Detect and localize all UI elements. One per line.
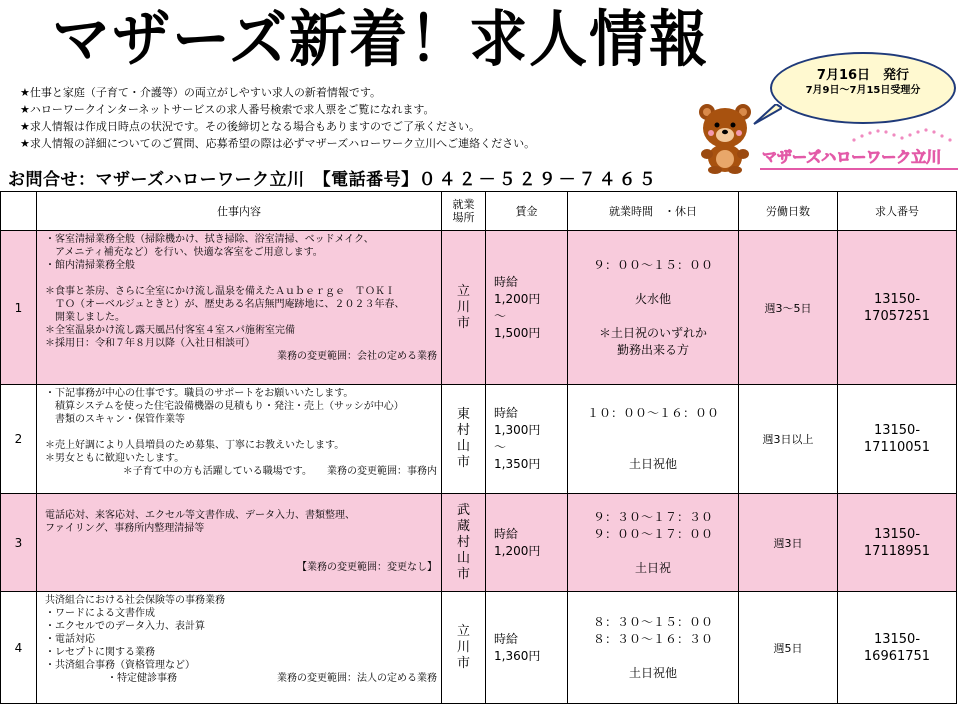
wage-line: 1,360円 <box>494 648 541 663</box>
hours-line: ８：３０～１５：００ <box>592 614 713 629</box>
intro-note: ★仕事と家庭（子育て・介護等）の両立がしやすい求人の新着情報です。 <box>20 86 381 99</box>
location-char: 市 <box>456 566 470 582</box>
description-line <box>45 272 437 285</box>
hours-line <box>568 422 738 439</box>
description-line: ＊売上好調により人員増員のため募集、丁寧にお教えいたします。 <box>45 440 345 451</box>
hours-line: 勤務出来る方 <box>616 342 689 357</box>
description-line: ・レセプトに関する業務 <box>45 647 155 658</box>
description-line <box>45 535 437 548</box>
location-char: 山 <box>456 439 470 454</box>
description-line: 開業しました。 <box>45 312 125 323</box>
wage-line: ～ <box>494 308 507 323</box>
row-number: 3 <box>1 494 37 592</box>
logo-underline <box>760 168 958 170</box>
work-hours <box>568 494 739 592</box>
hours-line <box>568 439 738 456</box>
description-line: ＊全室温泉かけ流し露天風呂付客室４室スパ施術室完備 <box>45 325 295 336</box>
header-wage: 賃金 <box>486 192 568 231</box>
header-description: 仕事内容 <box>37 192 442 231</box>
work-days: 週5日 <box>739 592 838 704</box>
table-row <box>1 385 957 494</box>
location-char: 市 <box>456 315 470 331</box>
hours-line <box>568 648 738 665</box>
hours-line: １０：００～１６：００ <box>586 406 719 420</box>
work-hours <box>568 385 739 494</box>
work-location <box>442 231 486 385</box>
job-number-line: 16961751 <box>863 648 931 664</box>
job-number-line: 17110051 <box>863 440 931 455</box>
job-number-line: 13150- <box>873 631 921 647</box>
job-number <box>838 231 957 385</box>
job-number-line: 13150- <box>873 423 921 438</box>
hours-line: ９：３０～１７：３０ <box>592 509 713 524</box>
header-job-number: 求人番号 <box>838 192 957 231</box>
job-listings-table <box>0 191 957 704</box>
description-line: 書類のスキャン・保管作業等 <box>45 414 185 425</box>
contact-label: お問合せ：マザーズハローワーク立川 【電話番号】 <box>8 170 419 190</box>
work-days: 週3日 <box>739 494 838 592</box>
location-char: 蔵 <box>456 518 470 534</box>
hours-line <box>568 543 738 560</box>
wage <box>486 231 568 385</box>
description-line: ・館内清掃業務全般 <box>45 260 135 271</box>
wage-line: 時給 <box>494 631 519 646</box>
description-line: ＴＯ（オーベルジュときと）が、歴史ある名店無門庵跡地に、２０２３年春、 <box>45 299 405 310</box>
hours-line: 土日祝 <box>634 560 671 575</box>
job-description <box>37 385 442 494</box>
description-line: ファイリング、事務所内整理清掃等 <box>45 523 205 534</box>
job-number-line: 13150- <box>873 291 921 307</box>
header-location-1: 就業 <box>452 198 475 211</box>
wage-line: 1,350円 <box>494 457 541 471</box>
wage <box>486 385 568 494</box>
work-location <box>442 494 486 592</box>
header-location-2: 場所 <box>452 211 475 224</box>
location-char: 立 <box>456 623 470 639</box>
table-row <box>1 231 957 385</box>
job-number <box>838 385 957 494</box>
description-line <box>45 426 437 439</box>
wage <box>486 494 568 592</box>
location-char: 川 <box>456 299 470 315</box>
wage-line: 時給 <box>494 274 519 289</box>
hours-line: ９：００～１５：００ <box>592 257 713 272</box>
description-line: 共済組合における社会保険等の事務業務 <box>45 595 225 606</box>
job-number-line: 13150- <box>873 526 921 542</box>
table-header-row <box>1 192 957 231</box>
header-hours: 就業時間 ・休日 <box>568 192 739 231</box>
job-number <box>838 592 957 704</box>
table-row <box>1 494 957 592</box>
scope-of-change-note: ＊子育て中の方も活躍している職場です。 業務の変更範囲：事務内 <box>122 466 437 477</box>
description-line: ＊男女ともに歓迎いたします。 <box>45 453 185 464</box>
hours-line: ８：３０～１６：３０ <box>592 631 713 646</box>
header-no <box>1 192 37 231</box>
bear-mascot-icon <box>695 102 755 174</box>
description-line: ・下記事務が中心の仕事です。職員のサポートをお願いいたします。 <box>45 388 354 399</box>
wage-line: 1,200円 <box>494 291 541 306</box>
work-hours <box>568 592 739 704</box>
work-days: 週3日以上 <box>739 385 838 494</box>
page-title: マザーズ新着！求人情報 <box>52 3 710 75</box>
phone-number[interactable]: ０４２－５２９－７４６５ <box>418 170 659 190</box>
hours-line: ＊土日祝のいずれか <box>598 325 707 340</box>
intro-notes <box>20 84 535 152</box>
wage <box>486 592 568 704</box>
description-line: ＊食事と茶房、さらに全室にかけ流し温泉を備えたＡｕｂｅｒｇｅ ＴＯＫＩ <box>45 286 395 297</box>
description-line <box>45 548 437 561</box>
work-location <box>442 385 486 494</box>
header-location <box>442 192 486 231</box>
row-number: 2 <box>1 385 37 494</box>
description-line: 電話応対、来客応対、エクセル等文書作成、データ入力、書類整理、 <box>45 510 355 521</box>
location-char: 武 <box>456 502 470 518</box>
contact-line <box>8 165 659 190</box>
work-hours <box>568 231 739 385</box>
scope-of-change-note: 【業務の変更範囲：変更なし】 <box>297 562 437 573</box>
hours-line: 火水他 <box>634 291 671 306</box>
job-description <box>37 494 442 592</box>
scope-of-change-note: ・特定健診事務 業務の変更範囲：法人の定める業務 <box>107 673 437 684</box>
scope-of-change-note: 業務の変更範囲：会社の定める業務 <box>277 351 437 362</box>
hours-line: 土日祝他 <box>628 457 677 471</box>
location-char: 市 <box>456 455 470 470</box>
intro-note: ★求人情報の詳細についてのご質問、応募希望の際は必ずマザーズハローワーク立川へご連絡ください。 <box>20 137 536 150</box>
acceptance-period: 7月9日～7月15日受理分 <box>805 85 921 96</box>
issue-date: 7月16日 発行 <box>816 68 910 83</box>
location-char: 村 <box>456 534 470 550</box>
intro-note: ★求人情報は作成日時点の状況です。その後締切となる場合もありますのでご了承ください。 <box>20 120 480 133</box>
description-line: ・共済組合事務（資格管理など） <box>45 660 195 671</box>
intro-note: ★ハローワークインターネットサービスの求人番号検索で求人票をご覧になれます。 <box>20 103 435 116</box>
hours-line: 土日祝他 <box>628 665 677 680</box>
header-days: 労働日数 <box>739 192 838 231</box>
work-days: 週3～5日 <box>739 231 838 385</box>
description-line: ＊採用日：令和７年８月以降（入社日相談可） <box>45 338 255 349</box>
location-char: 山 <box>456 550 470 566</box>
hours-line: ９：００～１７：００ <box>592 526 713 541</box>
issue-date-bubble <box>770 52 956 124</box>
description-line: ・電話対応 <box>45 634 95 645</box>
speech-bubble-tail <box>752 104 782 128</box>
wage-line: 時給 <box>494 526 519 541</box>
description-line: アメニティ補充など）を行い、快適な客室をご用意します。 <box>45 247 323 258</box>
wage-line: 1,200円 <box>494 543 541 558</box>
hours-line <box>568 308 738 325</box>
location-char: 村 <box>456 423 470 438</box>
wage-line: 時給 <box>494 406 519 420</box>
wage-line: 1,300円 <box>494 423 541 437</box>
location-char: 川 <box>456 639 470 655</box>
wage-line: ～ <box>494 440 507 454</box>
logo-dots-decoration <box>762 126 958 146</box>
location-char: 立 <box>456 283 470 299</box>
row-number: 4 <box>1 592 37 704</box>
wage-line: 1,500円 <box>494 325 541 340</box>
job-description <box>37 592 442 704</box>
description-line: ・客室清掃業務全般（掃除機かけ、拭き掃除、浴室清掃、ベッドメイク、 <box>45 234 374 245</box>
work-location <box>442 592 486 704</box>
table-row <box>1 592 957 704</box>
location-char: 東 <box>456 407 470 422</box>
job-number <box>838 494 957 592</box>
row-number: 1 <box>1 231 37 385</box>
job-number-line: 17118951 <box>863 543 931 559</box>
job-description <box>37 231 442 385</box>
description-line: ・ワードによる文書作成 <box>45 608 155 619</box>
mothers-hellowork-logo: マザーズハローワーク立川 <box>762 148 942 166</box>
description-line <box>45 496 437 509</box>
hours-line <box>568 274 738 291</box>
location-char: 市 <box>456 655 470 671</box>
job-number-line: 17057251 <box>863 308 931 324</box>
description-line: ・エクセルでのデータ入力、表計算 <box>45 621 205 632</box>
description-line: 積算システムを使った住宅設備機器の見積もり・発注・売上（サッシが中心） <box>45 401 404 412</box>
